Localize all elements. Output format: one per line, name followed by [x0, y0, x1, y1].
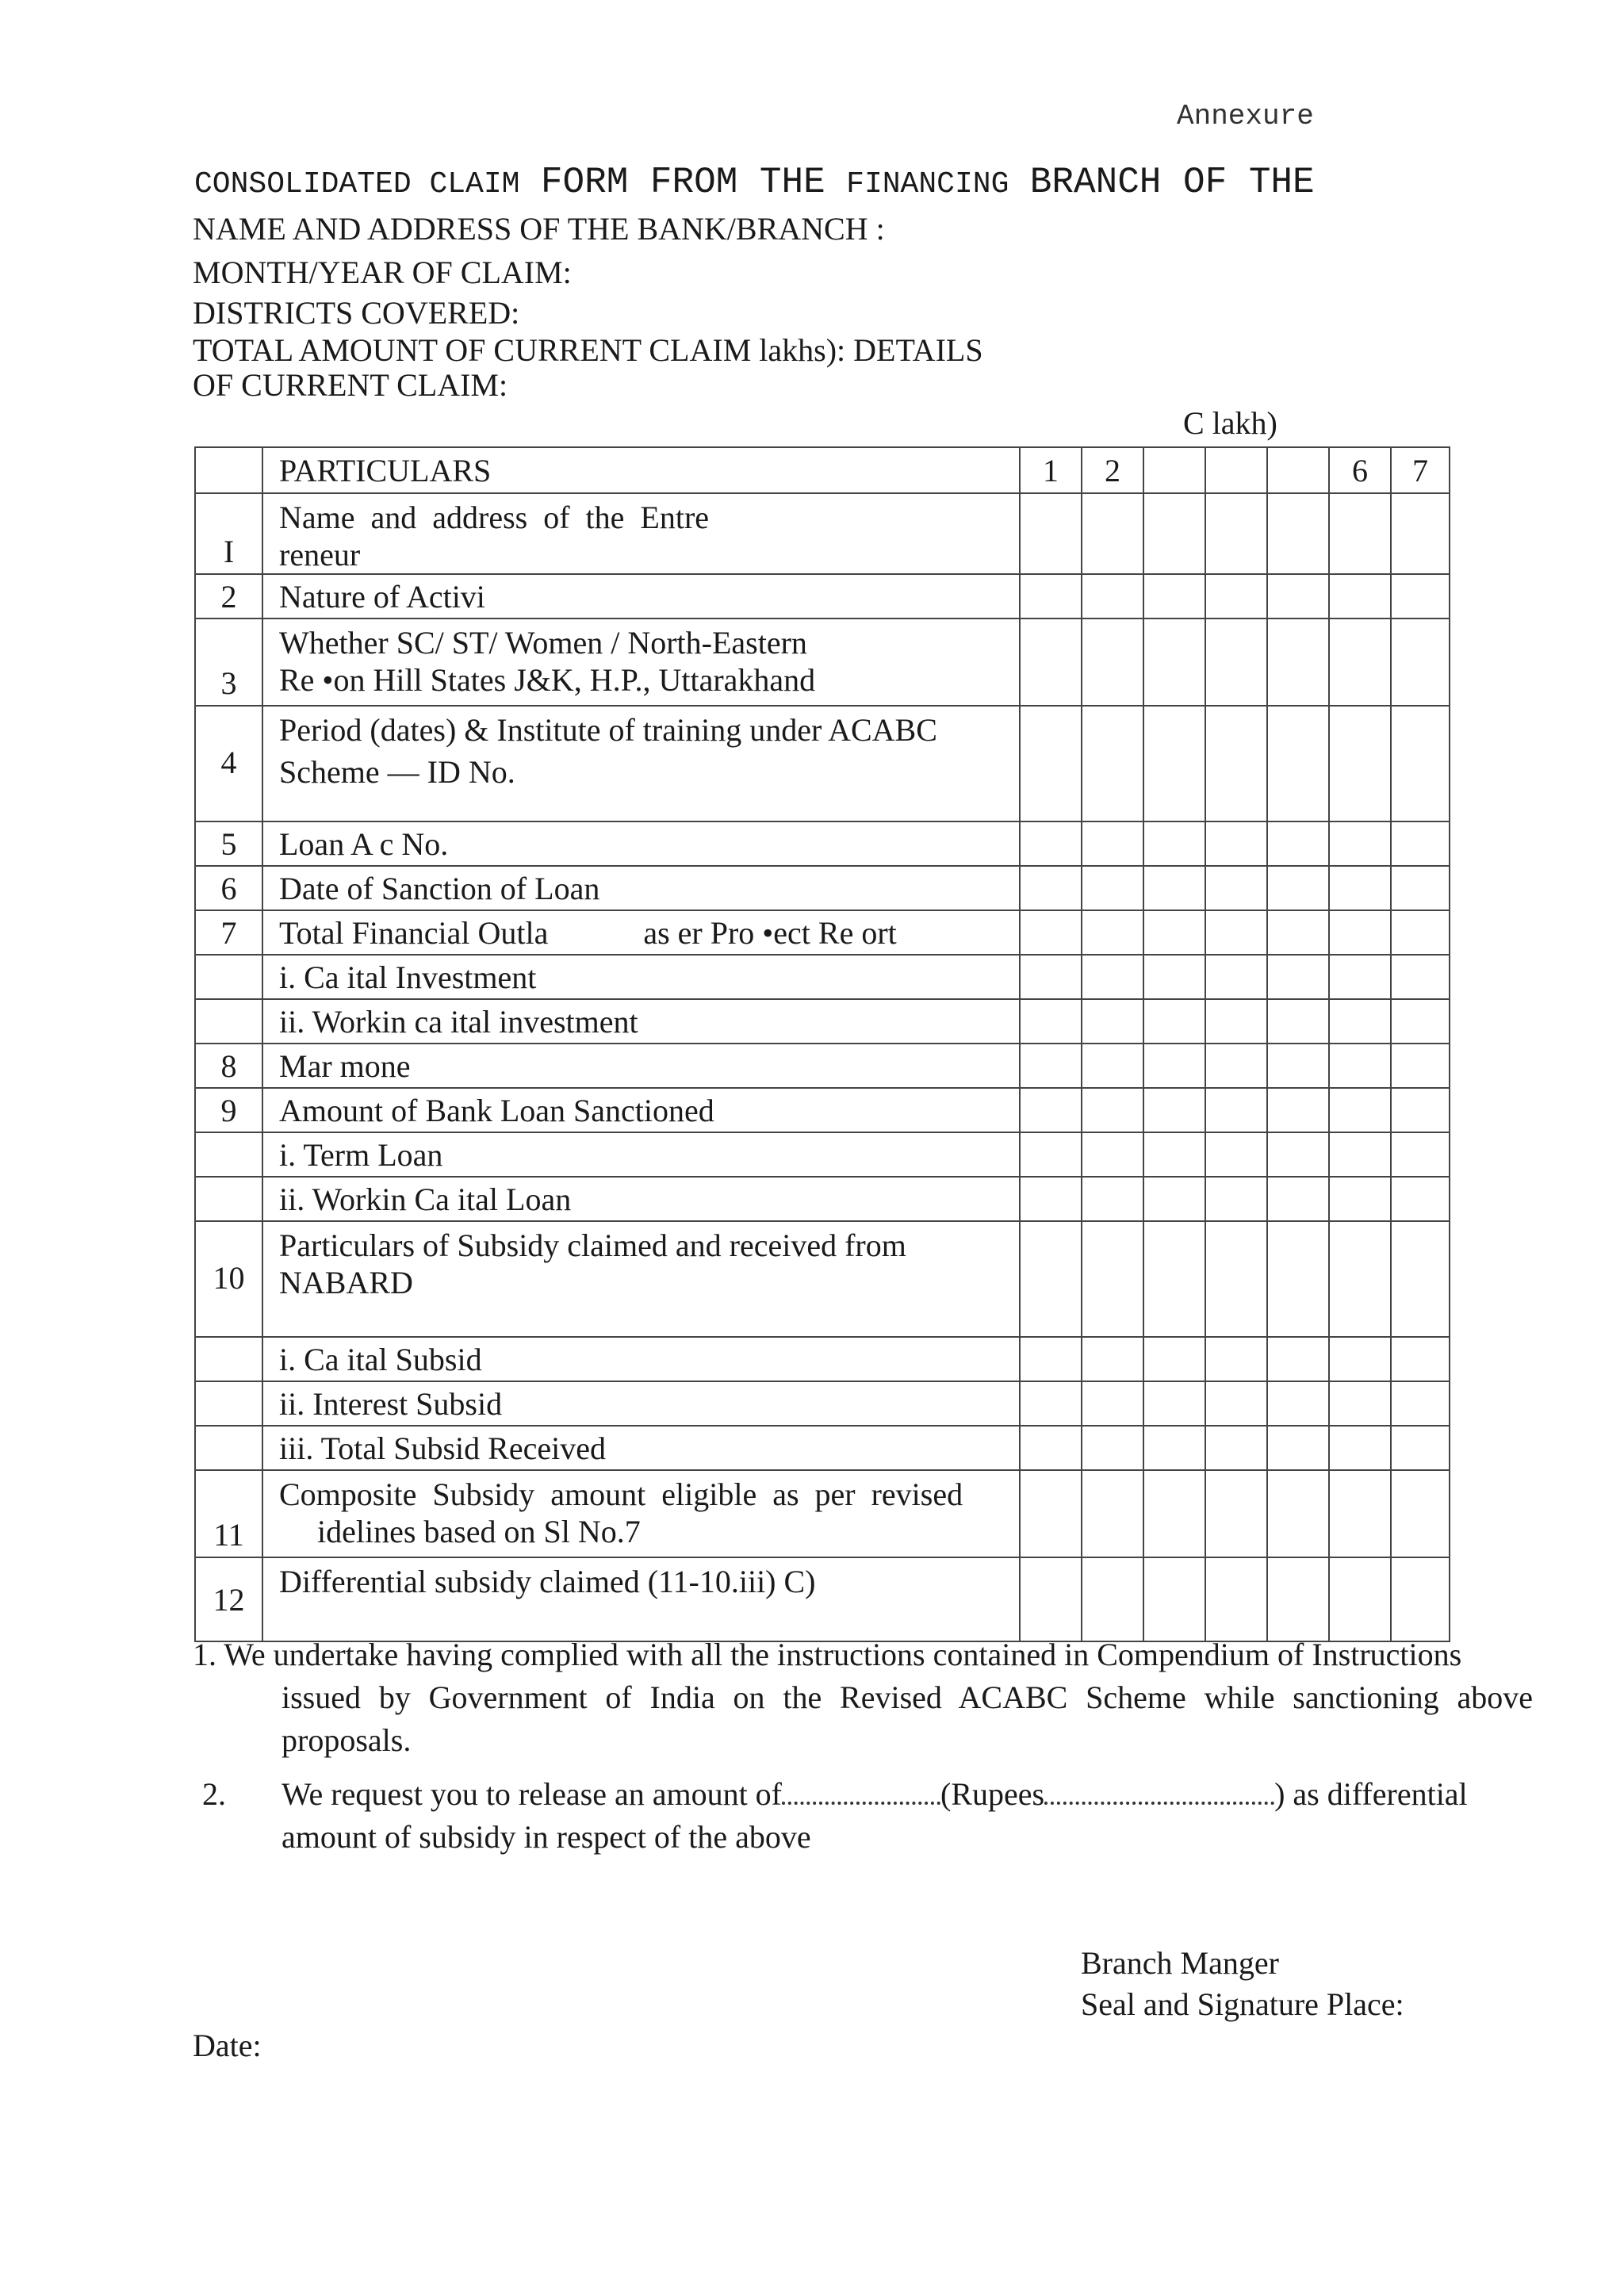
entry-cell[interactable] — [1082, 1337, 1143, 1381]
entry-cell[interactable] — [1205, 1088, 1267, 1132]
row-serial-number: 2 — [195, 574, 262, 618]
entry-cell[interactable] — [1205, 1044, 1267, 1088]
row-serial-number — [195, 1426, 262, 1470]
form-title — [194, 162, 1315, 203]
row-particulars — [262, 821, 1020, 866]
entry-cell[interactable] — [1205, 618, 1267, 706]
entry-cell[interactable] — [1205, 955, 1267, 999]
entry-cell[interactable] — [1082, 574, 1143, 618]
entry-cell[interactable] — [1391, 955, 1450, 999]
entry-cell[interactable] — [1267, 866, 1329, 910]
entry-cell[interactable] — [1082, 1426, 1143, 1470]
entry-cell[interactable] — [1020, 1044, 1082, 1088]
entry-cell[interactable] — [1143, 1381, 1205, 1426]
entry-cell[interactable] — [1329, 1426, 1391, 1470]
entry-cell[interactable] — [1082, 706, 1143, 821]
entry-cell[interactable] — [1391, 1088, 1450, 1132]
entry-cell[interactable] — [1267, 1132, 1329, 1177]
table-row — [195, 618, 1450, 706]
table-row — [195, 1221, 1450, 1337]
entry-cell[interactable] — [1267, 955, 1329, 999]
row-serial-number — [195, 1337, 262, 1381]
entry-cell[interactable] — [1020, 1470, 1082, 1557]
entry-cell[interactable] — [1329, 1044, 1391, 1088]
entry-cell[interactable] — [1391, 706, 1450, 821]
districts-label: DISTRICTS COVERED: — [193, 295, 520, 331]
column-number: 7 — [1391, 447, 1450, 493]
entry-cell[interactable] — [1020, 955, 1082, 999]
claim-table — [194, 446, 1450, 1642]
entry-cell[interactable] — [1329, 574, 1391, 618]
table-row — [195, 1177, 1450, 1221]
particulars-line: Nature of Activi — [279, 578, 485, 615]
entry-cell[interactable] — [1391, 910, 1450, 955]
entry-cell[interactable] — [1267, 1221, 1329, 1337]
undertaking-number: 1. — [193, 1637, 216, 1672]
entry-cell[interactable] — [1329, 1221, 1391, 1337]
entry-cell[interactable] — [1143, 706, 1205, 821]
entry-cell[interactable] — [1267, 1470, 1329, 1557]
entry-cell[interactable] — [1020, 1177, 1082, 1221]
row-particulars — [262, 955, 1020, 999]
row-particulars — [262, 1426, 1020, 1470]
table-row — [195, 821, 1450, 866]
entry-cell[interactable] — [1020, 574, 1082, 618]
particulars-line: Period (dates) & Institute of training under ACABC — [279, 712, 937, 748]
table-row — [195, 910, 1450, 955]
row-serial-number: 12 — [195, 1557, 262, 1641]
entry-cell[interactable] — [1143, 618, 1205, 706]
entry-cell[interactable] — [1205, 1132, 1267, 1177]
row-serial-number: I — [195, 493, 262, 574]
entry-cell[interactable] — [1391, 1132, 1450, 1177]
table-row — [195, 999, 1450, 1044]
entry-cell[interactable] — [1329, 1470, 1391, 1557]
month-year-label: MONTH/YEAR OF CLAIM: — [193, 255, 572, 290]
entry-cell[interactable] — [1143, 574, 1205, 618]
row-particulars — [262, 999, 1020, 1044]
entry-cell[interactable] — [1267, 706, 1329, 821]
entry-cell[interactable] — [1020, 618, 1082, 706]
particulars-line: NABARD — [279, 1265, 413, 1300]
entry-cell[interactable] — [1329, 1381, 1391, 1426]
entry-cell[interactable] — [1391, 1381, 1450, 1426]
particulars-line: ii. Interest Subsid — [279, 1385, 503, 1422]
entry-cell[interactable] — [1143, 1044, 1205, 1088]
entry-cell[interactable] — [1143, 1426, 1205, 1470]
entry-cell[interactable] — [1267, 618, 1329, 706]
entry-cell[interactable] — [1143, 493, 1205, 574]
entry-cell[interactable] — [1020, 1381, 1082, 1426]
entry-cell[interactable] — [1329, 1132, 1391, 1177]
row-serial-number — [195, 1132, 262, 1177]
particulars-line: idelines based on Sl No.7 — [317, 1514, 641, 1549]
row-serial-number — [195, 999, 262, 1044]
entry-cell[interactable] — [1020, 1337, 1082, 1381]
particulars-line: Loan A c No. — [279, 825, 449, 862]
particulars-line: reneur — [279, 537, 361, 573]
entry-cell[interactable] — [1205, 1426, 1267, 1470]
entry-cell[interactable] — [1143, 821, 1205, 866]
entry-cell[interactable] — [1082, 910, 1143, 955]
entry-cell[interactable] — [1267, 1381, 1329, 1426]
entry-cell[interactable] — [1391, 1044, 1450, 1088]
table-row — [195, 574, 1450, 618]
request-text-2: (Rupees — [940, 1776, 1045, 1812]
entry-cell[interactable] — [1143, 1337, 1205, 1381]
row-particulars — [262, 574, 1020, 618]
entry-cell[interactable] — [1205, 1177, 1267, 1221]
entry-cell[interactable] — [1329, 955, 1391, 999]
entry-cell[interactable] — [1020, 706, 1082, 821]
request-number: 2. — [202, 1776, 226, 1812]
entry-cell[interactable] — [1020, 1426, 1082, 1470]
column-number — [1143, 447, 1205, 493]
entry-cell[interactable] — [1267, 1337, 1329, 1381]
table-row — [195, 1337, 1450, 1381]
particulars-line: i. Ca ital Investment — [279, 959, 537, 995]
total-amount-label: TOTAL AMOUNT OF CURRENT CLAIM lakhs): DETAILS — [193, 332, 983, 368]
entry-cell[interactable] — [1082, 1221, 1143, 1337]
column-number: 1 — [1020, 447, 1082, 493]
row-serial-number: 6 — [195, 866, 262, 910]
entry-cell[interactable] — [1020, 493, 1082, 574]
entry-cell[interactable] — [1143, 1557, 1205, 1641]
row-serial-number: 5 — [195, 821, 262, 866]
particulars-line: i. Term Loan — [279, 1136, 443, 1173]
particulars-line: Particulars of Subsidy claimed and received from — [279, 1227, 906, 1263]
bank-branch-label: NAME AND ADDRESS OF THE BANK/BRANCH : — [193, 211, 885, 247]
entry-cell[interactable] — [1020, 866, 1082, 910]
table-row — [195, 1557, 1450, 1641]
entry-cell[interactable] — [1143, 1470, 1205, 1557]
entry-cell[interactable] — [1020, 1557, 1082, 1641]
entry-cell[interactable] — [1329, 618, 1391, 706]
seal-signature-label: Seal and Signature Place: — [1081, 1986, 1404, 2022]
entry-cell[interactable] — [1391, 574, 1450, 618]
row-serial-number: 7 — [195, 910, 262, 955]
entry-cell[interactable] — [1267, 999, 1329, 1044]
row-particulars — [262, 1381, 1020, 1426]
particulars-header: PARTICULARS — [262, 447, 1020, 493]
entry-cell[interactable] — [1267, 1557, 1329, 1641]
row-serial-number: 3 — [195, 618, 262, 706]
entry-cell[interactable] — [1267, 821, 1329, 866]
entry-cell[interactable] — [1205, 493, 1267, 574]
entry-cell[interactable] — [1082, 1044, 1143, 1088]
entry-cell[interactable] — [1391, 999, 1450, 1044]
entry-cell[interactable] — [1391, 1221, 1450, 1337]
undertaking-para — [193, 1633, 1533, 1762]
row-particulars — [262, 1337, 1020, 1381]
entry-cell[interactable] — [1391, 821, 1450, 866]
entry-cell[interactable] — [1205, 1557, 1267, 1641]
row-serial-number — [195, 955, 262, 999]
row-particulars — [262, 1177, 1020, 1221]
entry-cell[interactable] — [1143, 1088, 1205, 1132]
row-particulars — [262, 706, 1020, 821]
row-particulars — [262, 1132, 1020, 1177]
entry-cell[interactable] — [1082, 493, 1143, 574]
particulars-line: i. Ca ital Subsid — [279, 1341, 482, 1377]
row-serial-number: 8 — [195, 1044, 262, 1088]
particulars-line: Differential subsidy claimed (11-10.iii) C) — [279, 1564, 816, 1599]
entry-cell[interactable] — [1082, 1132, 1143, 1177]
entry-cell[interactable] — [1020, 910, 1082, 955]
particulars-line: iii. Total Subsid Received — [279, 1430, 606, 1466]
title-part-2: FORM FROM THE — [540, 162, 825, 203]
entry-cell[interactable] — [1267, 1177, 1329, 1221]
entry-cell[interactable] — [1329, 706, 1391, 821]
title-part-3: FINANCING — [846, 167, 1009, 201]
title-part-4: BRANCH OF THE — [1029, 162, 1315, 203]
row-serial-number: 4 — [195, 706, 262, 821]
table-row — [195, 866, 1450, 910]
entry-cell[interactable] — [1267, 1088, 1329, 1132]
particulars-line: Re •on Hill States J&K, H.P., Uttarakhand — [279, 662, 816, 698]
entry-cell[interactable] — [1143, 1221, 1205, 1337]
entry-cell[interactable] — [1205, 706, 1267, 821]
entry-cell[interactable] — [1082, 866, 1143, 910]
entry-cell[interactable] — [1205, 574, 1267, 618]
particulars-line: Composite Subsidy amount eligible as per revised — [279, 1476, 963, 1512]
sl-header-cell — [195, 447, 262, 493]
entry-cell[interactable] — [1391, 493, 1450, 574]
table-row — [195, 1381, 1450, 1426]
rupees-blank — [1044, 1775, 1274, 1805]
column-number: 2 — [1082, 447, 1143, 493]
table-row — [195, 1132, 1450, 1177]
particulars-line: Amount of Bank Loan Sanctioned — [279, 1092, 714, 1128]
row-particulars — [262, 910, 1020, 955]
particulars-line: Total Financial Outla as er Pro •ect Re ort — [279, 914, 897, 951]
entry-cell[interactable] — [1391, 1177, 1450, 1221]
entry-cell[interactable] — [1329, 1337, 1391, 1381]
entry-cell[interactable] — [1205, 1221, 1267, 1337]
undertaking-line-3: proposals. — [282, 1722, 412, 1758]
entry-cell[interactable] — [1205, 1337, 1267, 1381]
request-para — [202, 1773, 1534, 1859]
row-particulars — [262, 1088, 1020, 1132]
table-row — [195, 1426, 1450, 1470]
entry-cell[interactable] — [1082, 1381, 1143, 1426]
entry-cell[interactable] — [1082, 1088, 1143, 1132]
entry-cell[interactable] — [1143, 1177, 1205, 1221]
entry-cell[interactable] — [1205, 866, 1267, 910]
particulars-line: Date of Sanction of Loan — [279, 870, 600, 906]
entry-cell[interactable] — [1082, 999, 1143, 1044]
entry-cell[interactable] — [1082, 955, 1143, 999]
entry-cell[interactable] — [1391, 1470, 1450, 1557]
entry-cell[interactable] — [1329, 910, 1391, 955]
particulars-line: Whether SC/ ST/ Women / North-Eastern — [279, 625, 807, 661]
unit-note: C lakh) — [1183, 405, 1277, 441]
title-part-1: CONSOLIDATED CLAIM — [194, 167, 520, 201]
entry-cell[interactable] — [1143, 910, 1205, 955]
row-particulars — [262, 1557, 1020, 1641]
entry-cell[interactable] — [1267, 574, 1329, 618]
entry-cell[interactable] — [1205, 1470, 1267, 1557]
entry-cell[interactable] — [1020, 1132, 1082, 1177]
entry-cell[interactable] — [1267, 493, 1329, 574]
table-row — [195, 955, 1450, 999]
column-number — [1205, 447, 1267, 493]
table-row — [195, 1088, 1450, 1132]
entry-cell[interactable] — [1267, 1044, 1329, 1088]
particulars-line: ii. Workin ca ital investment — [279, 1003, 638, 1040]
entry-cell[interactable] — [1329, 821, 1391, 866]
entry-cell[interactable] — [1082, 1470, 1143, 1557]
entry-cell[interactable] — [1082, 1557, 1143, 1641]
entry-cell[interactable] — [1082, 821, 1143, 866]
date-label: Date: — [193, 2028, 262, 2063]
entry-cell[interactable] — [1020, 999, 1082, 1044]
entry-cell[interactable] — [1020, 1221, 1082, 1337]
request-text-3: ) as differential — [1274, 1776, 1468, 1812]
entry-cell[interactable] — [1329, 1088, 1391, 1132]
entry-cell[interactable] — [1143, 999, 1205, 1044]
particulars-line: Scheme — ID No. — [279, 754, 515, 790]
particulars-line: Name and address of the Entre — [279, 500, 710, 535]
row-serial-number: 10 — [195, 1221, 262, 1337]
entry-cell[interactable] — [1267, 1426, 1329, 1470]
table-header-row — [195, 447, 1450, 493]
row-particulars — [262, 1470, 1020, 1557]
row-particulars — [262, 866, 1020, 910]
entry-cell[interactable] — [1205, 910, 1267, 955]
entry-cell[interactable] — [1143, 1132, 1205, 1177]
entry-cell[interactable] — [1205, 999, 1267, 1044]
entry-cell[interactable] — [1143, 955, 1205, 999]
row-particulars — [262, 618, 1020, 706]
amount-blank — [782, 1775, 940, 1805]
entry-cell[interactable] — [1329, 866, 1391, 910]
entry-cell[interactable] — [1267, 910, 1329, 955]
entry-cell[interactable] — [1020, 1088, 1082, 1132]
particulars-line: Mar mone — [279, 1047, 411, 1084]
entry-cell[interactable] — [1391, 866, 1450, 910]
entry-cell[interactable] — [1391, 1337, 1450, 1381]
entry-cell[interactable] — [1205, 1381, 1267, 1426]
row-particulars — [262, 493, 1020, 574]
request-line-2: amount of subsidy in respect of the above — [282, 1819, 811, 1855]
entry-cell[interactable] — [1082, 1177, 1143, 1221]
entry-cell[interactable] — [1329, 999, 1391, 1044]
entry-cell[interactable] — [1329, 1177, 1391, 1221]
row-serial-number: 9 — [195, 1088, 262, 1132]
table-row — [195, 493, 1450, 574]
table-row — [195, 1470, 1450, 1557]
table-row — [195, 1044, 1450, 1088]
entry-cell[interactable] — [1391, 1426, 1450, 1470]
particulars-line: ii. Workin Ca ital Loan — [279, 1181, 572, 1217]
undertaking-line-1: We undertake having complied with all the instructions contained in Compendium of Instructions — [224, 1637, 1462, 1672]
details-label: OF CURRENT CLAIM: — [193, 367, 508, 403]
entry-cell[interactable] — [1205, 821, 1267, 866]
row-serial-number — [195, 1381, 262, 1426]
entry-cell[interactable] — [1329, 1557, 1391, 1641]
row-serial-number: 11 — [195, 1470, 262, 1557]
row-serial-number — [195, 1177, 262, 1221]
entry-cell[interactable] — [1391, 1557, 1450, 1641]
column-number — [1267, 447, 1329, 493]
entry-cell[interactable] — [1082, 618, 1143, 706]
request-text-1: We request you to release an amount of — [282, 1776, 782, 1812]
entry-cell[interactable] — [1020, 821, 1082, 866]
entry-cell[interactable] — [1391, 618, 1450, 706]
table-row — [195, 706, 1450, 821]
row-particulars — [262, 1221, 1020, 1337]
annexure-label: Annexure — [1177, 100, 1314, 132]
entry-cell[interactable] — [1329, 493, 1391, 574]
row-particulars — [262, 1044, 1020, 1088]
entry-cell[interactable] — [1143, 866, 1205, 910]
column-number: 6 — [1329, 447, 1391, 493]
undertaking-line-2: issued by Government of India on the Revised ACABC Scheme while sanctioning above — [282, 1679, 1533, 1715]
branch-manager-label: Branch Manger — [1081, 1945, 1279, 1981]
